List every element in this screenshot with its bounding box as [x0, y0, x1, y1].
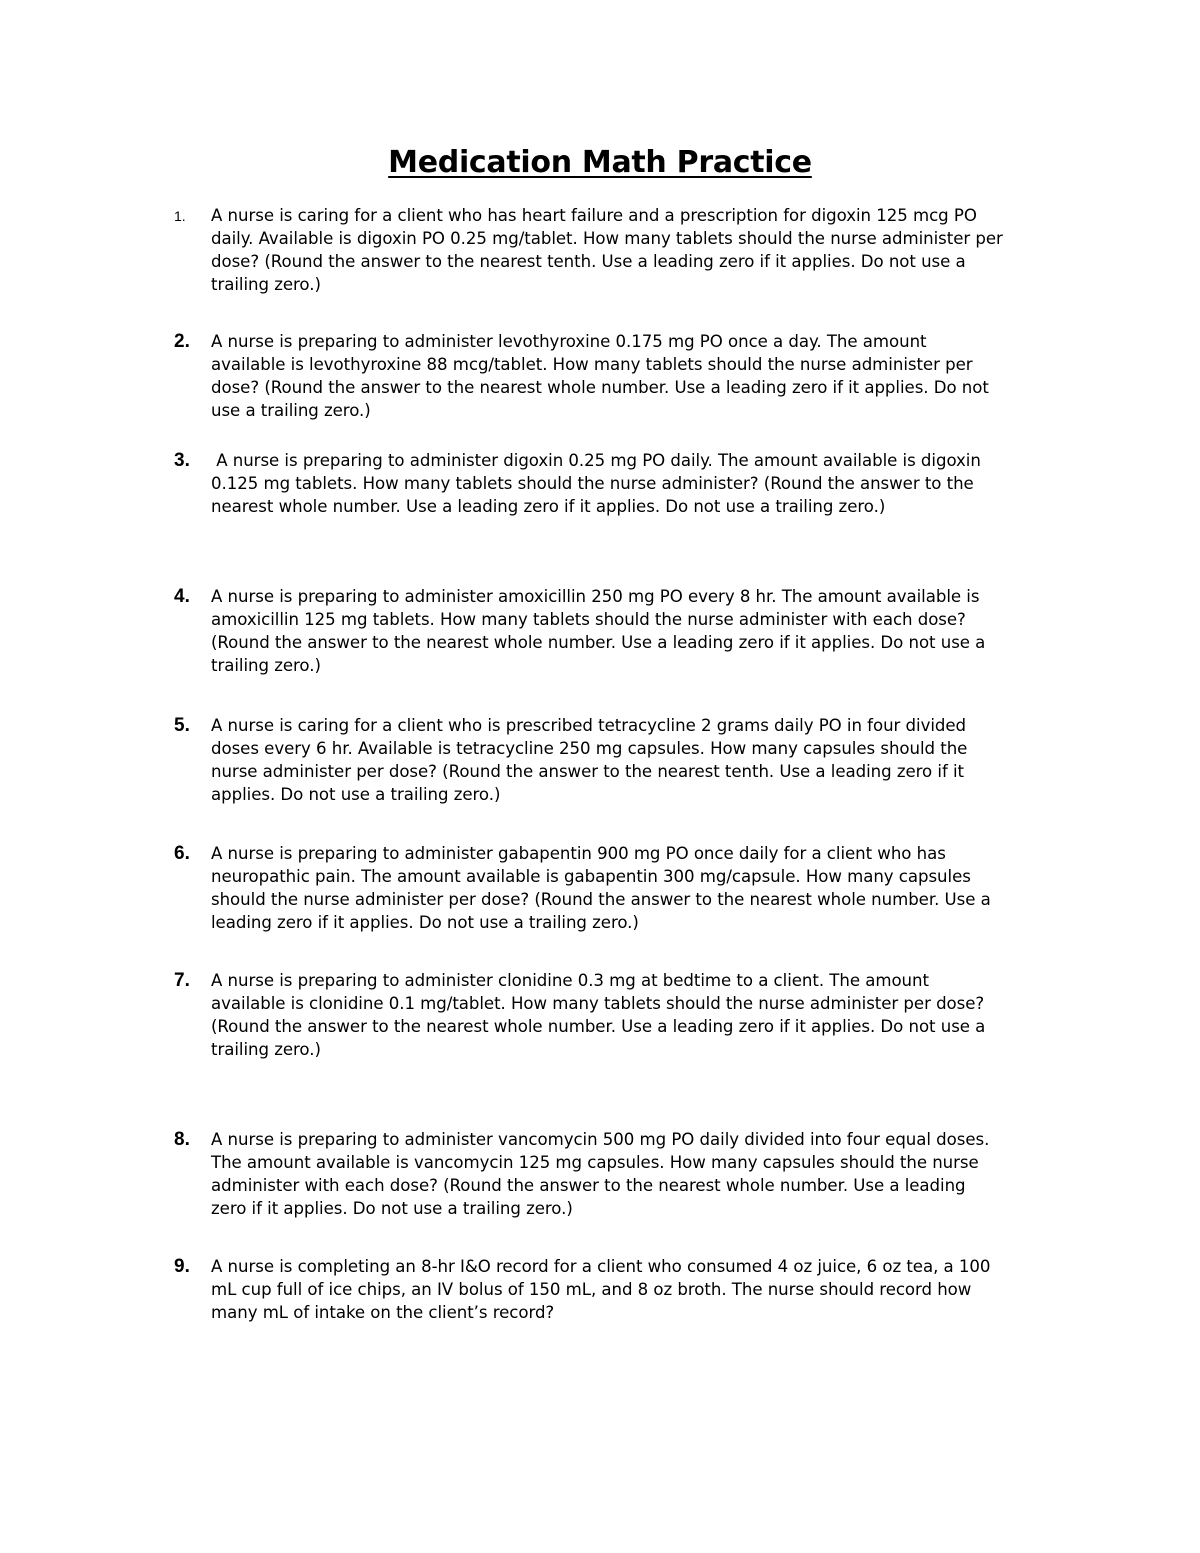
- question-text-line: available is clonidine 0.1 mg/tablet. How many tablets should the nurse administer per dose?: [211, 994, 985, 1013]
- question-text-line: mL cup full of ice chips, an IV bolus of 150 mL, and 8 oz broth. The nurse should record how: [211, 1280, 972, 1299]
- question-text: [211, 585, 1067, 677]
- question-text-line: should the nurse administer per dose? (Round the answer to the nearest whole number. Use a: [211, 890, 991, 909]
- question-text-line: amoxicillin 125 mg tablets. How many tablets should the nurse administer with each dose?: [211, 610, 966, 629]
- question-text: [211, 1255, 1067, 1324]
- question-text-line: trailing zero.): [211, 1040, 321, 1059]
- question-text: [211, 449, 1067, 518]
- question-text-line: 0.125 mg tablets. How many tablets should the nurse administer? (Round the answer to the: [211, 474, 974, 493]
- question-text-line: leading zero if it applies. Do not use a trailing zero.): [211, 913, 639, 932]
- question-text-line: applies. Do not use a trailing zero.): [211, 785, 501, 804]
- question-number: 8.: [174, 1129, 190, 1150]
- question-text-line: A nurse is preparing to administer gabapentin 900 mg PO once daily for a client who has: [211, 844, 946, 863]
- question-text-line: many mL of intake on the client’s record?: [211, 1303, 555, 1322]
- question-text: [211, 1128, 1067, 1220]
- question-number: 7.: [174, 970, 190, 991]
- question-text-line: (Round the answer to the nearest whole number. Use a leading zero if it applies. Do not use a: [211, 633, 986, 652]
- question-text-line: A nurse is caring for a client who has heart failure and a prescription for digoxin 125 mcg PO: [211, 206, 977, 225]
- question-text-line: A nurse is preparing to administer digoxin 0.25 mg PO daily. The amount available is digoxin: [211, 451, 981, 470]
- question-text-line: zero if it applies. Do not use a trailing zero.): [211, 1199, 573, 1218]
- document-title: Medication Math Practice: [388, 145, 812, 180]
- question-text-line: A nurse is preparing to administer levothyroxine 0.175 mg PO once a day. The amount: [211, 332, 927, 351]
- question-text-line: The amount available is vancomycin 125 mg capsules. How many capsules should the nurse: [211, 1153, 979, 1172]
- question-text-line: neuropathic pain. The amount available is gabapentin 300 mg/capsule. How many capsules: [211, 867, 971, 886]
- question-text-line: nurse administer per dose? (Round the answer to the nearest tenth. Use a leading zero if it: [211, 762, 964, 781]
- question-text-line: A nurse is preparing to administer vancomycin 500 mg PO daily divided into four equal doses.: [211, 1130, 990, 1149]
- question-number: 4.: [174, 586, 190, 607]
- question-number: 2.: [174, 331, 190, 352]
- question-text: [211, 204, 1067, 296]
- question-text-line: (Round the answer to the nearest whole number. Use a leading zero if it applies. Do not use a: [211, 1017, 986, 1036]
- question-text-line: nearest whole number. Use a leading zero if it applies. Do not use a trailing zero.): [211, 497, 886, 516]
- question-text-line: daily. Available is digoxin PO 0.25 mg/tablet. How many tablets should the nurse administer per: [211, 229, 1003, 248]
- question-text-line: available is levothyroxine 88 mcg/tablet. How many tablets should the nurse administer per: [211, 355, 973, 374]
- question-text-line: A nurse is preparing to administer amoxicillin 250 mg PO every 8 hr. The amount available is: [211, 587, 980, 606]
- question-text-line: dose? (Round the answer to the nearest tenth. Use a leading zero if it applies. Do not use a: [211, 252, 966, 271]
- question-number: 6.: [174, 843, 190, 864]
- question-text-line: doses every 6 hr. Available is tetracycline 250 mg capsules. How many capsules should the: [211, 739, 968, 758]
- question-text-line: A nurse is preparing to administer clonidine 0.3 mg at bedtime to a client. The amount: [211, 971, 929, 990]
- question-text-line: A nurse is completing an 8-hr I&O record for a client who consumed 4 oz juice, 6 oz tea, a 100: [211, 1257, 991, 1276]
- question-text: [211, 714, 1067, 806]
- question-text-line: use a trailing zero.): [211, 401, 371, 420]
- question-text-line: administer with each dose? (Round the answer to the nearest whole number. Use a leading: [211, 1176, 966, 1195]
- question-number: 3.: [174, 450, 190, 471]
- question-number: 5.: [174, 715, 190, 736]
- question-text-line: trailing zero.): [211, 656, 321, 675]
- question-text-line: A nurse is caring for a client who is prescribed tetracycline 2 grams daily PO in four divided: [211, 716, 967, 735]
- question-text: [211, 330, 1067, 422]
- question-text-line: dose? (Round the answer to the nearest whole number. Use a leading zero if it applies. Do not: [211, 378, 989, 397]
- question-number: 1.: [174, 208, 186, 224]
- question-number: 9.: [174, 1256, 190, 1277]
- question-text: [211, 969, 1067, 1061]
- question-text: [211, 842, 1067, 934]
- question-text-line: trailing zero.): [211, 275, 321, 294]
